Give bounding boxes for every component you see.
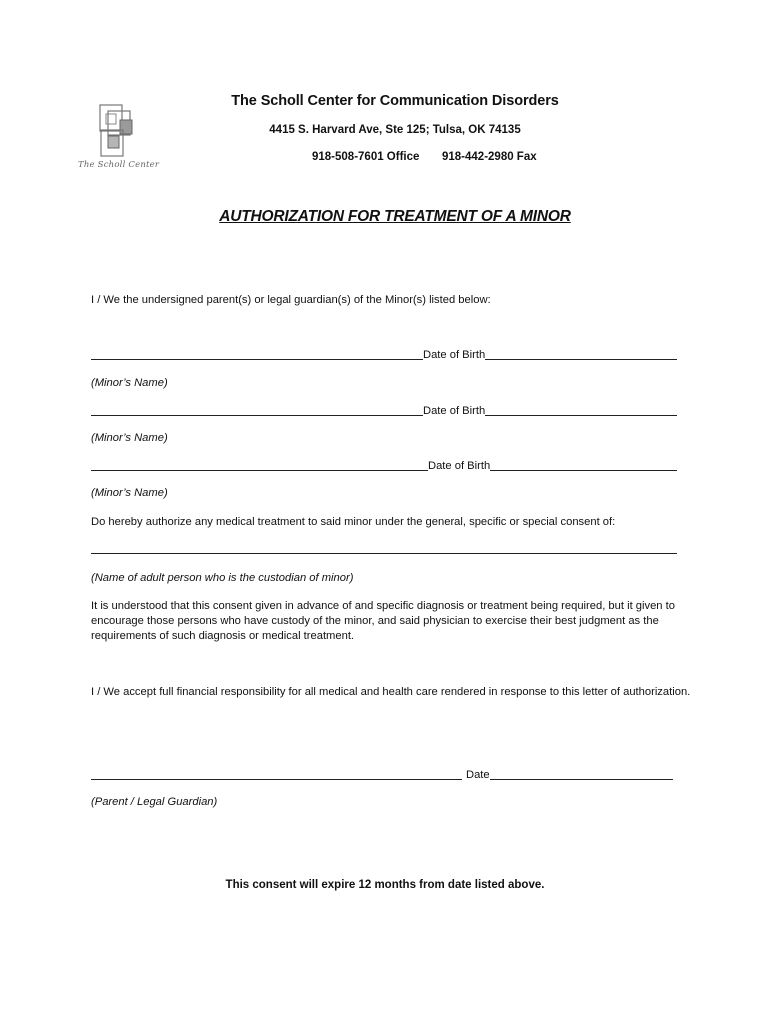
expiration-notice: This consent will expire 12 months from date listed above. [225,879,545,891]
fax-number: 918-442-2980 Fax [442,151,537,163]
scholl-center-logo [78,100,168,178]
dob-label: Date of Birth [423,405,486,417]
minor-row-3 [91,457,677,473]
minor-row-2 [91,402,677,418]
organization-address: 4415 S. Harvard Ave, Ste 125; Tulsa, OK 74135 [269,124,521,136]
minor-name-caption: (Minor’s Name) [91,377,168,389]
minor-name-caption: (Minor’s Name) [91,432,168,444]
date-label: Date [466,769,490,781]
custodian-name-field[interactable] [91,552,677,554]
dob-label: Date of Birth [423,349,486,361]
custodian-row [91,540,677,556]
minor-name-field[interactable] [91,469,428,471]
minor-name-field[interactable] [91,414,423,416]
dob-field[interactable] [490,469,677,471]
dob-field[interactable] [485,358,677,360]
parent-guardian-caption: (Parent / Legal Guardian) [91,796,218,808]
dob-label: Date of Birth [428,460,491,472]
signature-date-field[interactable] [490,778,673,780]
parent-signature-field[interactable] [91,778,462,780]
office-phone: 918-508-7601 Office [312,151,420,163]
understood-text: It is understood that this consent given in advance of and specific diagnosis or treatment being required, but it given to encourage those persons who have custody of the minor, and said physician to exercise their best judgment as the requirements of such diagnosis or medical treatment. [91,600,675,642]
dob-field[interactable] [485,414,677,416]
minor-row-1 [91,346,677,362]
form-title: AUTHORIZATION FOR TREATMENT OF A MINOR [219,208,571,225]
intro-text: I / We the undersigned parent(s) or legal guardian(s) of the Minor(s) listed below: [91,294,491,306]
logo-text: The Scholl Center [78,160,160,170]
custodian-caption: (Name of adult person who is the custodian of minor) [91,572,354,584]
financial-responsibility-text: I / We accept full financial responsibility for all medical and health care rendered in response to this letter of authorization. [91,686,691,698]
signature-row [91,766,673,782]
authorize-text: Do hereby authorize any medical treatment to said minor under the general, specific or special consent of: [91,516,616,528]
minor-name-caption: (Minor’s Name) [91,487,168,499]
minor-name-field[interactable] [91,358,423,360]
organization-name: The Scholl Center for Communication Disorders [231,93,559,109]
